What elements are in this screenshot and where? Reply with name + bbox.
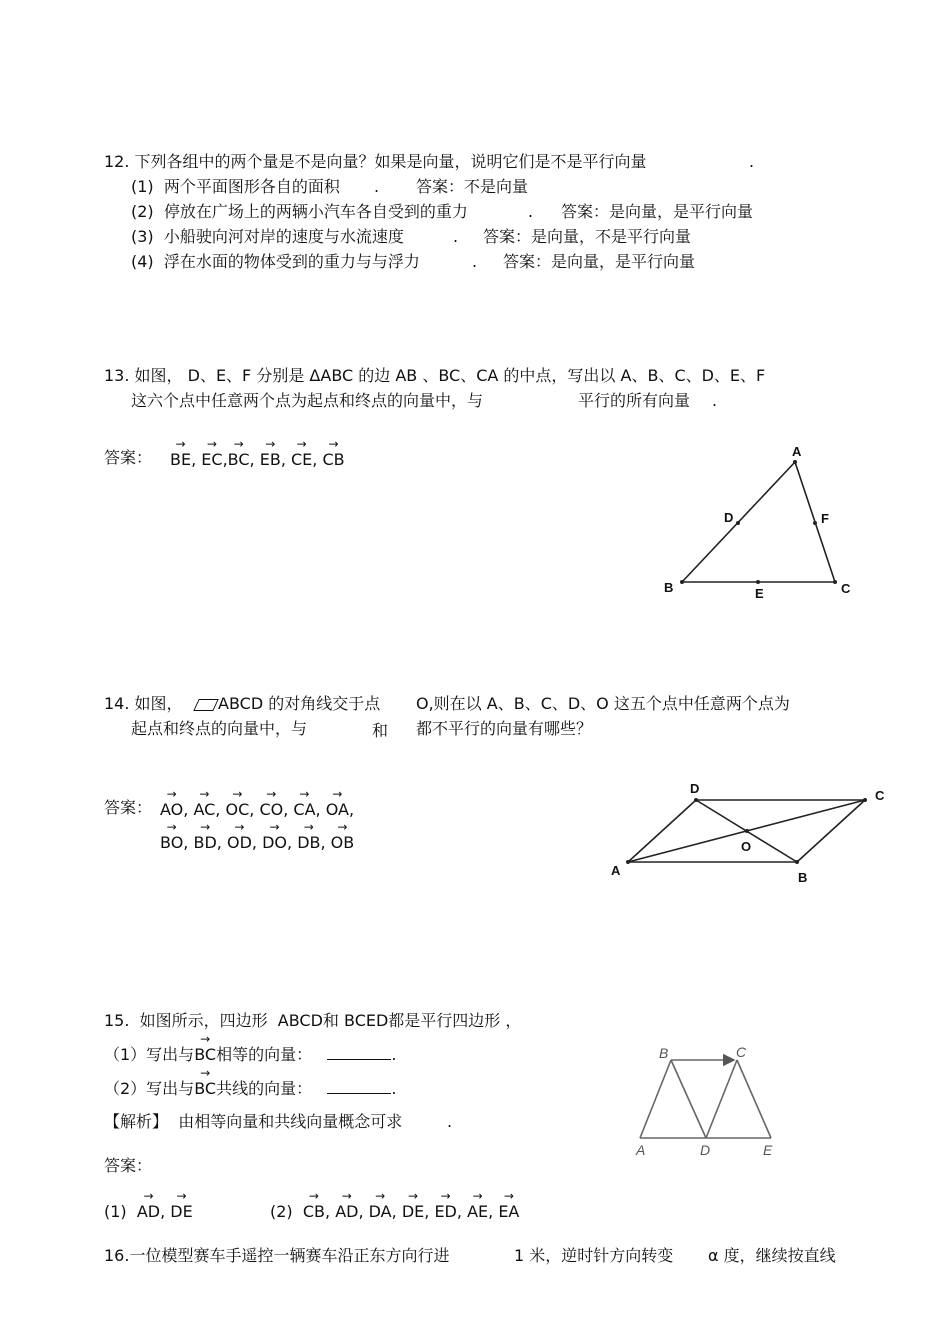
point-label-d: D (700, 1142, 711, 1158)
vector: → DB (297, 833, 320, 853)
q12-item: (3) 小船驶向河对岸的速度与水流速度 (131, 227, 404, 246)
point-label-a: A (611, 863, 621, 878)
point-label-e: E (755, 586, 764, 601)
q14-parallelogram-figure (605, 778, 895, 888)
q15-stem: 15. 如图所示，四边形 ABCD和 BCED都是平行四边形 ， (104, 1011, 522, 1030)
q15-part1: （1）写出与→ BC相等的向量： . (104, 1045, 396, 1065)
point-label-d: D (690, 781, 700, 796)
vector: → BD (193, 833, 216, 853)
q15-part2: （2）写出与→ BC共线的向量： . (104, 1079, 396, 1099)
q12-stem: 12. 下列各组中的两个量是不是向量？如果是向量，说明它们是不是平行向量 (104, 152, 647, 171)
q15-analysis: 【解析】 由相等向量和共线向量概念可求 (104, 1112, 403, 1131)
q13-triangle-figure (655, 440, 865, 605)
q14-stem-line1b: ABCD 的对角线交于点 (196, 694, 380, 714)
point-label-e: E (763, 1142, 773, 1158)
q13-stem-period: . (712, 391, 718, 410)
vector: → DA (369, 1202, 392, 1222)
vector: → EB (260, 450, 281, 470)
vector: → DE (402, 1202, 424, 1222)
q16-text-1: 16.一位模型赛车手遥控一辆赛车沿正东方向行进 (104, 1246, 450, 1265)
q14-answer-row2: → BO, → BD, → OD, → DO, → DB, → OB (160, 833, 354, 853)
vector: → BE (170, 450, 191, 470)
q13-answer-vectors: → BE, → EC,→ BC, → EB, → CE, → CB (170, 450, 345, 470)
point-label-c: C (841, 581, 851, 596)
q12-item: (1) 两个平面图形各自的面积 (131, 177, 340, 196)
vector: → BC (194, 1045, 216, 1065)
vector: → OB (331, 833, 355, 853)
vector: → OD (227, 833, 252, 853)
q14-stem-line1a: 14. 如图， (104, 694, 183, 713)
answer-blank (327, 1079, 391, 1094)
q12-item-dot: . (374, 177, 380, 196)
q16-text-3: α 度，继续按直线 (708, 1246, 836, 1265)
vector: → AD (137, 1202, 160, 1222)
q15-answer-label: 答案： (104, 1156, 153, 1175)
vector: → AD (335, 1202, 358, 1222)
q13-stem-line2: 这六个点中任意两个点为起点和终点的向量中，与 (131, 391, 484, 410)
vector: → CE (291, 450, 312, 470)
q14-answer-label: 答案： (104, 798, 153, 817)
vector: → CB (303, 1202, 325, 1222)
q15-parallelograms-figure (630, 1045, 785, 1160)
q15-answer-1: (1) → AD, → DE (104, 1202, 193, 1222)
point-label-b: B (664, 580, 674, 595)
q15-analysis-end: . (447, 1112, 453, 1131)
q12-stem-end: . (749, 152, 755, 171)
vector: → BC (194, 1079, 216, 1099)
point-label-a: A (636, 1142, 646, 1158)
vector: → EA (498, 1202, 519, 1222)
vector: → CO (259, 800, 283, 820)
point-label-d: D (724, 510, 734, 525)
vector: → OA (326, 800, 349, 820)
q14-stem-line2a: 起点和终点的向量中，与 (131, 719, 308, 738)
vector: → ED (434, 1202, 456, 1222)
point-label-b: B (798, 870, 808, 885)
parallelogram-symbol (193, 699, 219, 711)
q13-answer-label: 答案： (104, 448, 153, 467)
q12-item-answer: 答案：是向量，不是平行向量 (483, 227, 692, 246)
point-label-f: F (821, 511, 829, 526)
q13-stem-line2-end: 平行的所有向量 (578, 391, 691, 410)
vector: → DE (170, 1202, 192, 1222)
q16-text-2: 1 米，逆时针方向转变 (514, 1246, 674, 1265)
q12-item: (2) 停放在广场上的两辆小汽车各自受到的重力 (131, 202, 468, 221)
q12-item-answer: 答案：是向量，是平行向量 (561, 202, 754, 221)
vector: → AC (193, 800, 215, 820)
vector: → OC (225, 800, 249, 820)
q12-item-answer: 答案：不是向量 (416, 177, 529, 196)
vector: → AE (467, 1202, 488, 1222)
point-label-b: B (659, 1045, 669, 1061)
vector: → BO (160, 833, 183, 853)
q12-item-dot: . (453, 227, 459, 246)
q14-answer-row1: → AO, → AC, → OC, → CO, → CA, → OA, (160, 800, 354, 820)
vector: → EC (201, 450, 222, 470)
q14-stem-line2b: 和 (372, 721, 389, 740)
q12-item-answer: 答案：是向量，是平行向量 (503, 252, 696, 271)
q14-stem-line1c: O,则在以 A、B、C、D、O 这五个点中任意两个点为 (416, 694, 790, 713)
vector: → CB (322, 450, 344, 470)
vector: → AO (160, 800, 183, 820)
q12-item-dot: . (472, 252, 478, 271)
vector: → DO (262, 833, 287, 853)
q13-stem-line1: 13. 如图， D、E、F 分别是 ΔABC 的边 AB 、BC、CA 的中点，写出以 A、B、C、D、E、F (104, 366, 766, 385)
point-label-o: O (741, 839, 752, 854)
answer-blank (327, 1045, 391, 1060)
point-label-c: C (875, 788, 885, 803)
point-label-c: C (736, 1045, 747, 1060)
q12-item-dot: . (528, 202, 534, 221)
q15-answer-2: (2) → CB, → AD, → DA, → DE, → ED, → AE, → EA (270, 1202, 519, 1222)
vector: → BC (228, 450, 250, 470)
vector: → CA (293, 800, 315, 820)
point-label-a: A (792, 444, 802, 459)
q14-stem-line2c: 都不平行的向量有哪些？ (416, 719, 593, 738)
q12-item: (4) 浮在水面的物体受到的重力与与浮力 (131, 252, 420, 271)
